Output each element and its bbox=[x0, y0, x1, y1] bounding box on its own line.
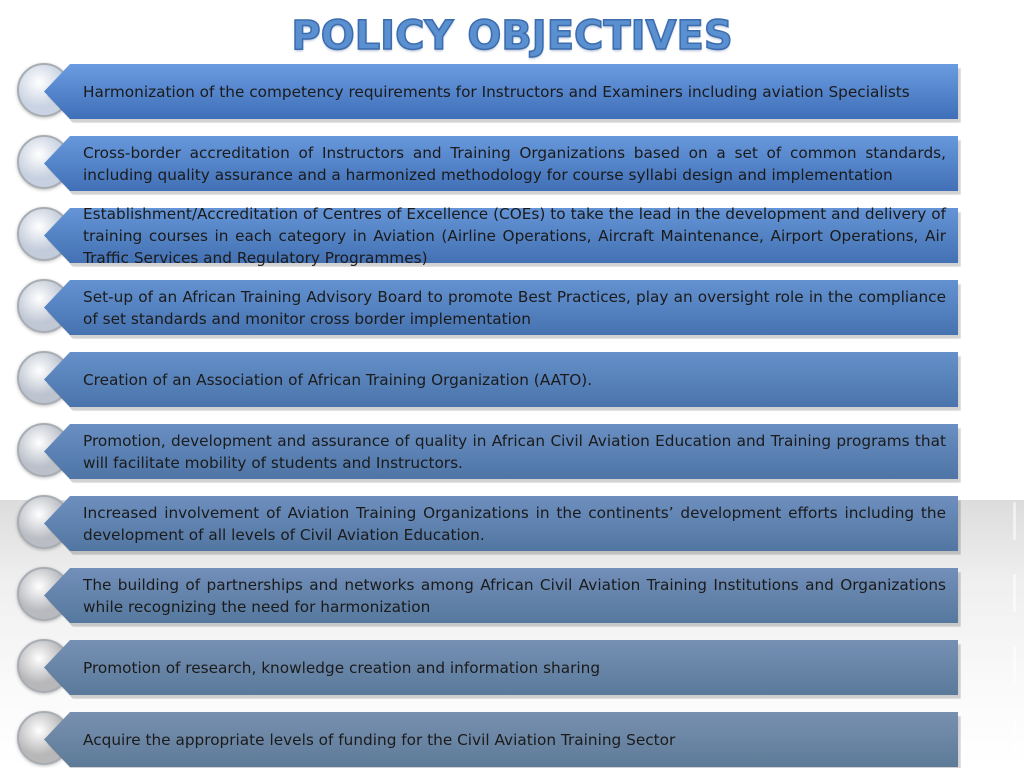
objective-text-content: Promotion, development and assurance of quality in African Civil Aviation Education and Training programs that will facilitate mobility of students and Instructors. bbox=[83, 431, 946, 472]
banner-gloss-highlight bbox=[1013, 430, 1016, 468]
objective-item bbox=[0, 422, 1024, 480]
objective-item bbox=[0, 350, 1024, 408]
objective-text bbox=[83, 136, 946, 191]
objective-text bbox=[83, 640, 946, 695]
objective-item bbox=[0, 494, 1024, 552]
objective-text bbox=[83, 280, 946, 335]
objective-text bbox=[83, 64, 946, 119]
objective-text bbox=[83, 352, 946, 407]
objective-text-content: The building of partnerships and networks among African Civil Aviation Training Institutions and Organizations while recognizing the need for harmonization bbox=[83, 575, 946, 616]
objective-text-content: Cross-border accreditation of Instructors and Training Organizations based on a set of common standards, including quality assurance and a harmonized methodology for course syllabi design and implementation bbox=[83, 143, 946, 184]
objective-text-content: Increased involvement of Aviation Training Organizations in the continents’ development efforts including the development of all levels of Civil Aviation Education. bbox=[83, 503, 946, 544]
slide-title: POLICY OBJECTIVES bbox=[291, 13, 733, 59]
banner-gloss-highlight bbox=[1013, 286, 1016, 324]
objective-text bbox=[83, 204, 946, 267]
objective-item bbox=[0, 134, 1024, 192]
objective-text bbox=[83, 496, 946, 551]
banner-gloss-highlight bbox=[1013, 142, 1016, 180]
objective-item bbox=[0, 62, 1024, 120]
objective-text-content: Harmonization of the competency requirements for Instructors and Examiners including aviation Specialists bbox=[83, 82, 910, 101]
banner-gloss-highlight bbox=[1013, 214, 1016, 252]
banner-gloss-highlight bbox=[1013, 646, 1016, 684]
objective-text bbox=[83, 424, 946, 479]
banner-gloss-highlight bbox=[1013, 70, 1016, 108]
banner-gloss-highlight bbox=[1013, 574, 1016, 612]
banner-gloss-highlight bbox=[1013, 502, 1016, 540]
banner-gloss-highlight bbox=[1013, 718, 1016, 756]
objective-item bbox=[0, 710, 1024, 768]
banner-gloss-highlight bbox=[1013, 358, 1016, 396]
objective-text-content: Promotion of research, knowledge creation and information sharing bbox=[83, 658, 601, 677]
objective-text bbox=[83, 712, 946, 767]
objective-text-content: Acquire the appropriate levels of funding for the Civil Aviation Training Sector bbox=[83, 730, 676, 749]
objective-text-content: Establishment/Accreditation of Centres of Excellence (COEs) to take the lead in the development and delivery of training courses in each category in Aviation (Airline Operations, Aircraft Maintenance, Airport Operations, Air Traffic Services and Regulatory Programmes) bbox=[83, 204, 946, 267]
objective-item bbox=[0, 204, 1024, 267]
objective-item bbox=[0, 566, 1024, 624]
objective-text bbox=[83, 568, 946, 623]
objective-item bbox=[0, 278, 1024, 336]
objective-text-content: Creation of an Association of African Training Organization (AATO). bbox=[83, 370, 593, 389]
objective-text-content: Set-up of an African Training Advisory Board to promote Best Practices, play an oversight role in the compliance of set standards and monitor cross border implementation bbox=[83, 287, 946, 328]
objective-item bbox=[0, 638, 1024, 696]
